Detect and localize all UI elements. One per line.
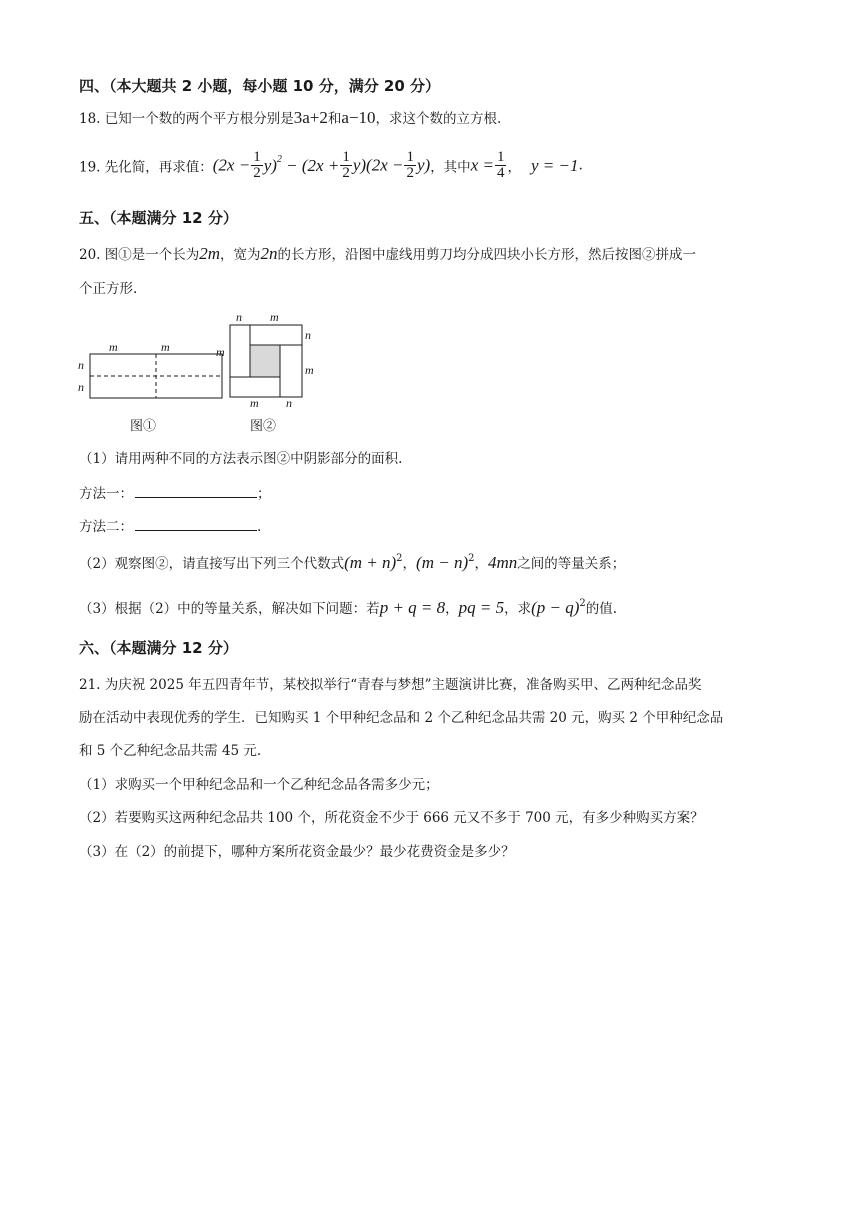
section-6-heading: 六、（本题满分 12 分） [79,639,238,657]
question-18 [79,107,501,128]
fig1-label-n-top: n [78,358,84,372]
q19-frac-3: $\frac{1}{2}$ [406,149,414,181]
q19-frac-2: $\frac{1}{2}$ [342,149,350,181]
section-4-heading: 四、（本大题共 2 小题，每小题 10 分，满分 20 分） [79,77,441,95]
fig2-label-m-right: m [305,363,314,377]
q20-width: 2n [260,244,278,263]
fig2-label-m-bottom: m [250,396,259,410]
fig1-label-n-bottom: n [78,380,84,394]
q21-part-2: （2）若要购买这两种纪念品共 100 个，所花资金不少于 666 元又不多于 700 元，有多少种购买方案？ [79,810,704,826]
fig2-shaded-square [250,345,280,377]
fig2-rect-top [250,325,302,345]
q21-part-3: （3）在（2）的前提下，哪种方案所花资金最少？最少花费资金是多少？ [79,844,515,860]
section-5-heading: 五、（本题满分 12 分） [79,209,238,227]
q19-x-frac: $\frac{1}{4}$ [496,149,505,181]
q18-mid: 和 [327,111,342,127]
question-19: 19. 先化简，再求值：(2x − $\frac{1}{2}$ y)$^2$ − (2x + $\frac{1}{2}$ y)(2x − $\frac{1}{2}$ y)，其中x = $\frac{1}{4}$ ， y = −1. [79,149,583,181]
q19-y-eq: y = −1 [530,155,579,175]
q20-length: 2m [199,244,221,263]
q19-mid: ，其中 [430,159,471,176]
fig2-label-m-left: m [216,345,225,359]
q20-part-3: （3）根据（2）中的等量关系，解决如下问题：若p + q = 8，pq = 5，求$(p - q)^2$的值. [79,597,618,617]
q19-prefix: 19. 先化简，再求值： [79,159,213,176]
figure-2 [212,308,322,410]
q18-suffix: ，求这个数的立方根. [375,111,502,127]
figure-2-caption: 图② [250,419,277,434]
q20-method-2: 方法二： . [79,519,262,535]
q21-part-1: （1）求购买一个甲种纪念品和一个乙种纪念品各需多少元； [79,777,439,793]
figure-1-caption: 图① [130,419,157,434]
q20-method-1: 方法一： ； [79,486,271,502]
method-2-answer-blank[interactable] [135,518,257,531]
fig1-label-m-left: m [109,340,118,354]
fig2-rect-left [230,325,250,377]
fig2-label-m-top: m [270,310,279,324]
q20-part-2: （2）观察图②，请直接写出下列三个代数式$(m + n)^2$，$(m - n)^2$，4mn之间的等量关系； [79,552,626,572]
q19-x-eq: x = [470,155,494,175]
question-20-line-2: 个正方形. [79,281,138,297]
method-1-answer-blank[interactable] [135,485,257,498]
q18-expr2: a−10 [341,108,376,127]
fig2-rect-bottom [230,377,280,397]
fig2-label-n-top: n [236,310,242,324]
q18-prefix: 18. 已知一个数的两个平方根分别是 [79,111,294,127]
fig1-label-m-right: m [161,340,170,354]
q19-frac-1: $\frac{1}{2}$ [253,149,261,181]
question-20-line-1: 20. 图①是一个长为2m，宽为2n的长方形，沿图中虚线用剪刀均分成四块小长方形，然后按图②拼成一 [79,244,697,263]
q21-line-3: 和 5 个乙种纪念品共需 45 元. [79,743,262,759]
fig2-label-n-right: n [305,328,311,342]
q20-part-1: （1）请用两种不同的方法表示图②中阴影部分的面积. [79,451,403,467]
fig2-label-n-bottom: n [286,396,292,410]
q18-expr1: 3a+2 [293,108,328,127]
q21-line-2: 励在活动中表现优秀的学生．已知购买 1 个甲种纪念品和 2 个乙种纪念品共需 20 元，购买 2 个甲种纪念品 [79,710,724,726]
fig2-rect-right [280,345,302,397]
q21-line-1: 21. 为庆祝 2025 年五四青年节，某校拟举行“青春与梦想”主题演讲比赛，准备购买甲、乙两种纪念品奖 [79,677,702,693]
